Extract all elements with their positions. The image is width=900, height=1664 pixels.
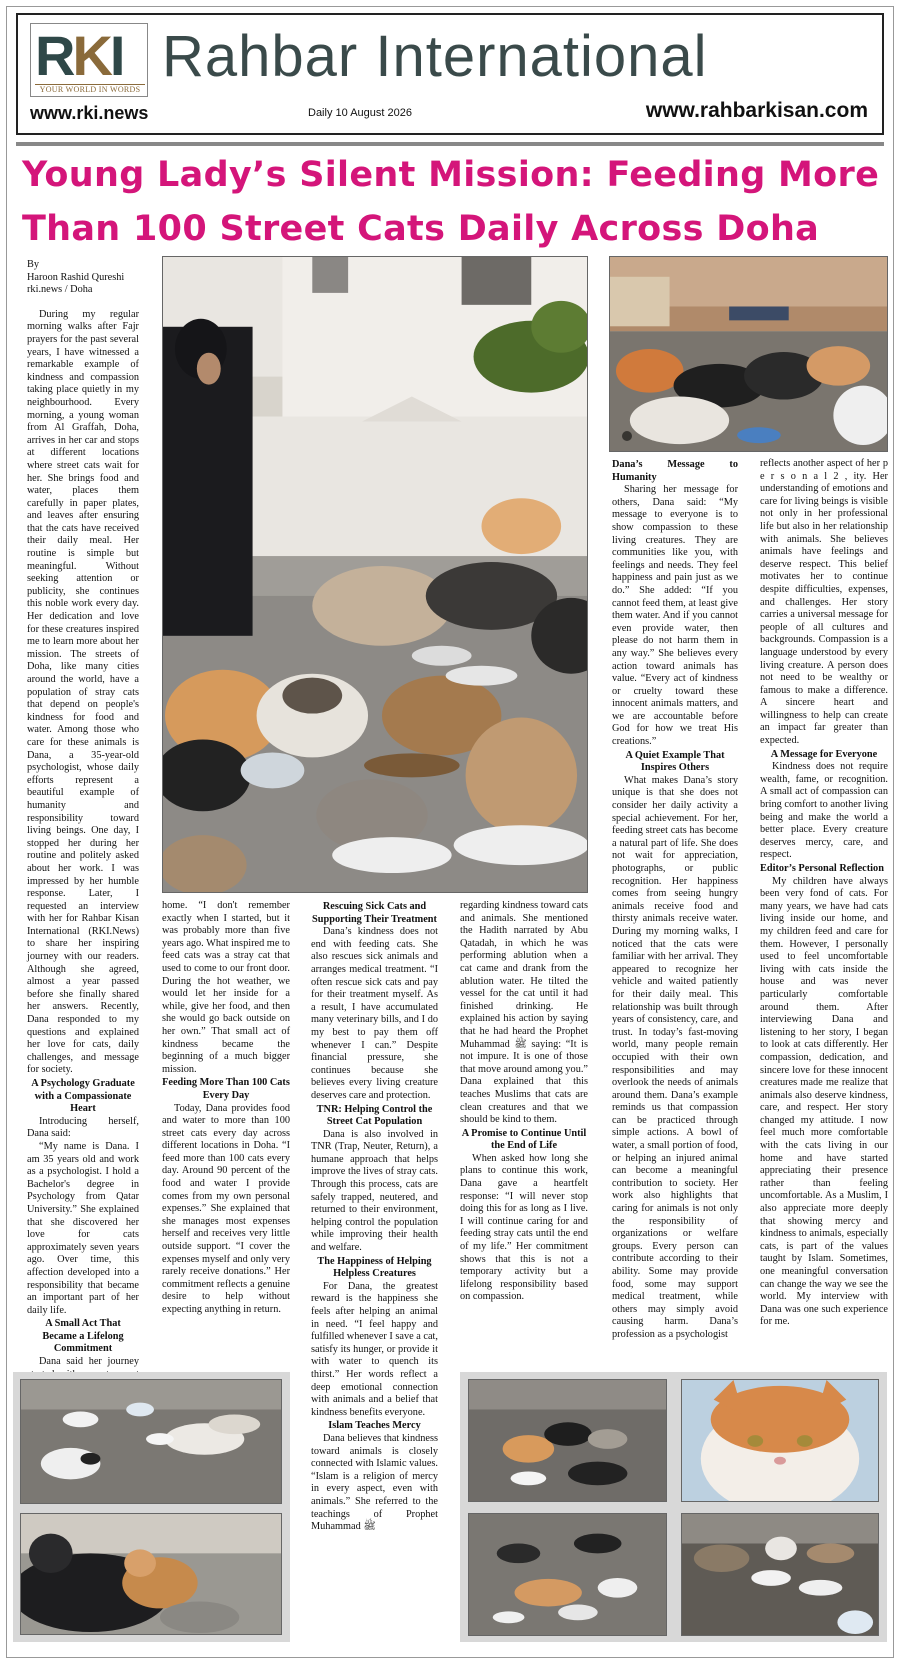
paragraph: Today, Dana provides food and water to more than 100 street cats every day across different locations in Doha. “I feed more than 100 cats every day. Around 90 percent of the food and water I provide comes from my own personal expenses.” She explained that she manages most expenses herself and receives very little outside support. “I cover the expenses myself and only very rarely receive donations.” Her commitment reflects a genuine desire to help without expecting anything in return. bbox=[162, 1102, 290, 1315]
subheading: Editor’s Personal Reflection bbox=[760, 863, 884, 874]
subheading: A Psychology Graduate with a Compassionate Heart bbox=[31, 1078, 135, 1115]
subheading: The Happiness of Helping Helpless Creatures bbox=[317, 1255, 432, 1280]
paragraph: reflects another aspect of her p e r s o n a l 2 , ity. Her understanding of emotions and care for living beings is visible not only in her professional life but also in her relationship with animals. She believes animals have feelings and deserve respect. This belief motivates her to continue despite difficulties, expenses, and challenges. Her story carries a universal message for people of all cultures and backgrounds. Compassion is a language understood by every living creature. A person does not need to be wealthy or famous to make a difference. A sincere heart and willingness to help can create an impact far greater than expected. bbox=[760, 458, 888, 747]
paragraph: home. “I don't remember exactly when I started, but it was probably more than five years ago. What inspired me to feed cats was a stray cat that used to come to our front door. During the hot weather, we would let her inside for a while, give her food, and then she would go back outside on her own.” That small act of kindness became the beginning of a much bigger mission. bbox=[162, 900, 290, 1075]
paragraph: What makes Dana’s story unique is that she does not consider her daily activity a special achievement. For her, feeding street cats has become a natural part of life. She does not wait for appreciation, photographs, or public recognition. Her happiness comes from seeing hungry animals receive food and thirsty animals receive water. During my morning walks, I noticed that the cats were familiar with her arrival. They appeared to recognize her vehicle and waited patiently for their daily meal. This relationship was built through years of consistency, care, and trust. In today’s fast-moving world, many people remain occupied with their own responsibilities and may overlook the needs of animals around them. Dana’s example reminds us that compassion can be practiced through simple actions. A bowl of water, a small portion of food, or helping an injured animal can become a meaningful contribution to society. Her work also highlights that caring for animals is not only the responsibility of organizations or welfare groups. Every person can contribute according to their ability. Some may provide food, some may support medical treatment, while others may simply avoid causing harm. Dana’s profession as a psychologist bbox=[612, 774, 738, 1340]
website-link-rahbarkisan[interactable]: www.rahbarkisan.com bbox=[645, 99, 868, 122]
article-column-4 bbox=[460, 900, 588, 1304]
article-column-5 bbox=[612, 458, 738, 1342]
paragraph: Dana’s kindness does not end with feeding cats. She also rescues sick animals and arranges medical treatment. “I often rescue sick cats and pay for their treatment myself. As a result, I have accumulated many veterinary bills, and I do my best to pay them off whenever I can.” Despite financial pressure, she continues because she believes every living creature deserves care and protection. bbox=[311, 926, 438, 1101]
photo-cats-plates-street bbox=[468, 1513, 667, 1636]
headline bbox=[22, 148, 884, 256]
brand-name: Rahbar International bbox=[162, 24, 708, 89]
byline-author: Haroon Rashid Qureshi bbox=[27, 271, 125, 283]
photo-cats-kerb bbox=[681, 1513, 879, 1636]
photo-cat-on-motorbike bbox=[20, 1513, 282, 1635]
photo-cats-eating-sidewalk bbox=[468, 1379, 667, 1502]
paragraph: Sharing her message for others, Dana said: “My message to everyone is to show compassion to these living creatures. They are communities like you, with feelings and needs. They feel happiness and pain just as we do.” She added: “If you cannot feed them, at least give them water. And if you cannot even provide water, then please do not harm them in any way.” She believes every action toward animals has value. “Every act of kindness or cruelty toward these innocent animals matters, and we are accountable before God for how we treat His creations.” bbox=[612, 484, 738, 748]
rki-logo bbox=[30, 23, 148, 97]
headline-line-2: Than 100 Street Cats Daily Across Doha bbox=[22, 209, 820, 249]
byline-by: By bbox=[27, 259, 40, 270]
paragraph: Dana believes that kindness toward animals is closely connected with Islamic values. “Islam is a religion of mercy in every aspect, even with animals.” She referred to the teachings of Prophet Muhammad ﷺ bbox=[311, 1432, 438, 1533]
photo-cat-closeup bbox=[681, 1379, 879, 1502]
subheading: A Small Act That Became a Lifelong Commitment bbox=[42, 1318, 124, 1355]
article-column-3 bbox=[311, 900, 438, 1534]
website-link-rki[interactable]: www.rki.news bbox=[30, 103, 149, 123]
masthead bbox=[16, 13, 884, 135]
byline-outlet: rki.news / Doha bbox=[27, 284, 93, 296]
paragraph: Dana said her journey bbox=[39, 1356, 139, 1368]
dateline: Daily 10 August 2026 bbox=[308, 107, 412, 119]
paragraph: Kindness does not require wealth, fame, or recognition. A small act of compassion can bring comfort to another living being and make the world a better place. Every creature deserves mercy, care, and respect. bbox=[760, 761, 888, 861]
subheading: A Quiet Example That Inspires Others bbox=[625, 749, 725, 774]
subheading: A Promise to Continue Until the End of Life bbox=[461, 1127, 587, 1152]
article-column-1 bbox=[27, 259, 139, 1394]
paragraph: Introducing herself, Dana said: bbox=[27, 1115, 139, 1140]
masthead-rule bbox=[16, 142, 884, 146]
main-photo-woman-feeding-cats bbox=[162, 256, 588, 893]
subheading: Rescuing Sick Cats and Supporting Their Treatment bbox=[312, 901, 437, 925]
paragraph: My children have always been very fond of cats. For many years, we have had cats living inside our home, and my children feed and care for them. However, I personally used to feel uncomfortable living with cats inside the house and was never particularly comfortable around them. After interviewing Dana and listening to her story, I began to look at cats differently. Her compassion, dedication, and sincere love for these innocent creatures made me realize that animals also deserve kindness, care, and respect. Her story changed my attitude. I now feel much more comfortable with the cats living in our home and have started appreciating their presence rather than feeling uncomfortable. As a Muslim, I also appreciate more deeply that showing mercy and kindness to animals, especially cats, is part of the values taught by Islam. Sometimes, one meaningful conversation can change the way we see the world. My interview with Dana was one such experience for me. bbox=[760, 875, 888, 1328]
photo-cats-feeding-pavement bbox=[20, 1379, 282, 1504]
article-column-2 bbox=[162, 900, 290, 1317]
paragraph: For Dana, the greatest reward is the happiness she feels after helping an animal in need. “I feel happy and fulfilled whenever I save a cat, satisfy its hunger, or provide it with water to quench its thirst.” Her words reflect a deep emotional connection with animals and a belief that kindness benefits everyone. bbox=[311, 1280, 438, 1418]
subheading: TNR: Helping Control the Street Cat Population bbox=[316, 1103, 433, 1128]
paragraph: When asked how long she plans to continue this work, Dana gave a heartfelt response: “I will never stop doing this for as long as I live. I will continue caring for and feeding stray cats until the end of my life.” Her commitment shows that this is not a temporary activity but a lifelong responsibility based on compassion. bbox=[460, 1152, 588, 1303]
subheading: Dana’s Message to Humanity bbox=[612, 459, 738, 483]
camera-icon bbox=[622, 431, 632, 441]
subheading: A Message for Everyone bbox=[770, 748, 878, 760]
paragraph: regarding kindness toward cats and animals. She mentioned the Hadith narrated by Abu Qatadah, in which he was performing ablution when a cat came and drank from the ablution water. He tilted the vessel for the cat until it had finished drinking. He explained his action by saying that he had heard the Prophet Muhammad ﷺ saying: “It is not impure. It is one of those that move around among you.” Dana explained that this teaches Muslims that cats are clean creatures and that we should be kind to them. bbox=[460, 900, 588, 1126]
subheading: Islam Teaches Mercy bbox=[328, 1420, 421, 1432]
logo-tagline: YOUR WORLD IN WORDS bbox=[35, 84, 145, 94]
article-column-6 bbox=[760, 458, 888, 1329]
subheading: Feeding More Than 100 Cats Every Day bbox=[162, 1077, 290, 1101]
paragraph: Dana is also involved in TNR (Trap, Neuter, Return), a humane approach that helps improve the lives of stray cats. Through this process, cats are safely trapped, neutered, and returned to their environment, helping control the population while improving their health and welfare. bbox=[311, 1128, 438, 1254]
byline bbox=[27, 259, 139, 297]
paragraph: During my regular morning walks after Fajr prayers for the past several years, I have witnessed a remarkable example of kindness and compassion taking place quietly in my neighbourhood. Every morning, a young woman from Al Graffah, Doha, arrives in her car and stops at different locations where street cats wait for her. She brings food and water, places them carefully in paper plates, and leaves after ensuring that the cats have received their daily meal. Her routine is simple but meaningful. Without seeking attention or publicity, she continues this noble work every day. Her dedication and love for these creatures inspired me to learn more about her mission. The streets of Doha, like many cities around the world, have a population of stray cats that depend on people's kindness for food and water. Among those who care for these animals is Dana, a 35-year-old psychologist, whose daily efforts represent a beautiful example of humanity and responsibility toward living beings. One day, I stopped her during her routine and politely asked about her work. I was impressed by her humble response. Later, I requested an interview with her for Rahbar Kisan International (RKI.News) to share her inspiring journey with our readers. Although she agreed, almost a year passed before she finally shared her answers. Recently, Dana responded to my questions and explained her love for cats, daily challenges, and message for society. bbox=[27, 308, 139, 1076]
paragraph: “My name is Dana. I am 35 years old and work as a psychologist. I hold a Bachelor's degree in Psychology from Qatar University.” She explained that she discovered her love for cats approximately seven years ago. Over time, this affection developed into a responsibility that became an important part of her daily life. bbox=[27, 1140, 139, 1316]
headline-line-1: Young Lady’s Silent Mission: Feeding More bbox=[22, 155, 880, 195]
photo-street-cats-sunset bbox=[609, 256, 888, 452]
logo-mark: RKI bbox=[35, 24, 123, 87]
